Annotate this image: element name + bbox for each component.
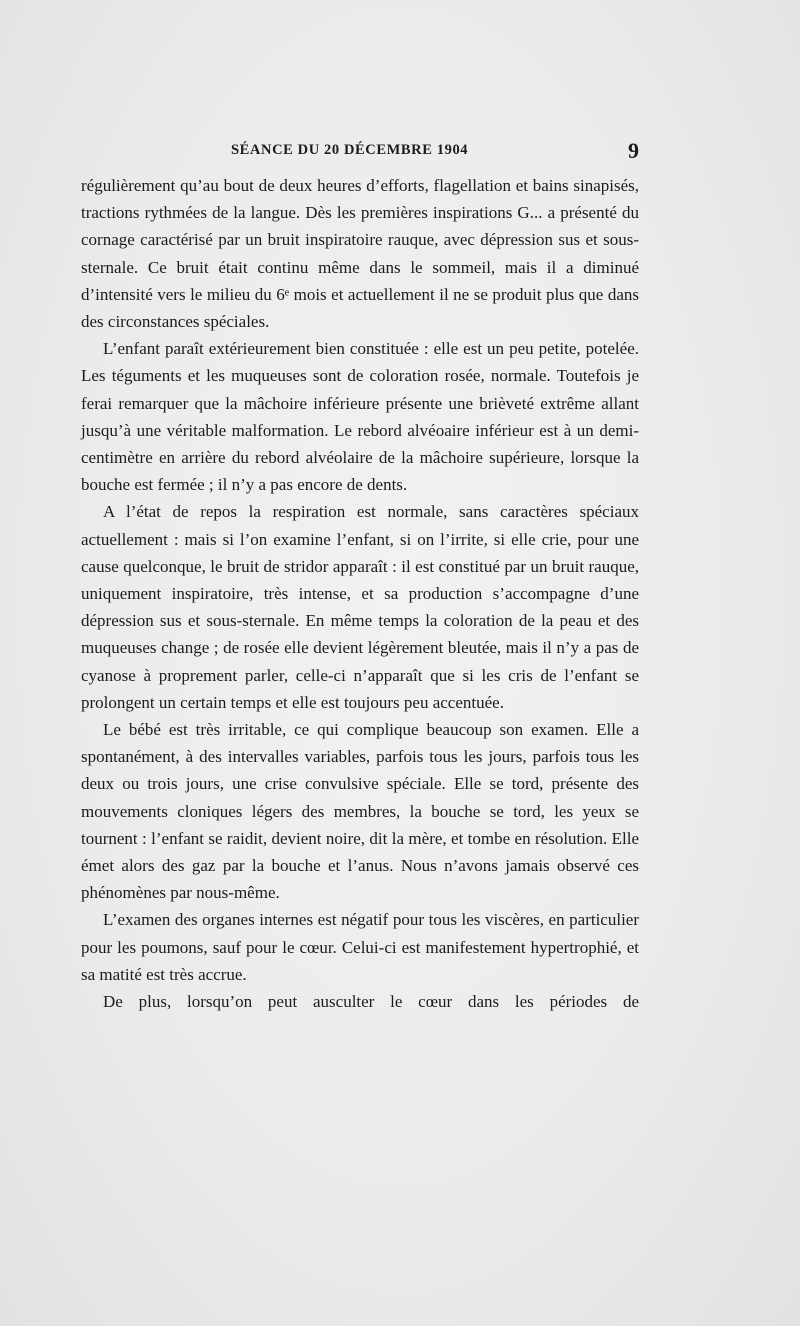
running-title: SÉANCE DU 20 DÉCEMBRE 1904	[231, 142, 469, 158]
page-header	[81, 138, 639, 166]
page-number: 9	[628, 138, 639, 163]
paragraph: régulièrement qu’au bout de deux heures d’efforts, flagellation et bains sinapisés, tractions rythmées de la langue. Dès les premières inspirations G... a présenté du cornage caractérisé par un bruit inspiratoire rauque, avec dépression sus et sous-sternale. Ce bruit était continu même dans le sommeil, mais il a diminué d’intensité vers le milieu du 6ᵉ mois et actuellement il ne se produit plus que dans des circonstances spéciales.	[81, 176, 639, 332]
paragraph: De plus, lorsqu’on peut ausculter le cœur dans les périodes de	[103, 992, 639, 1012]
paragraph: Le bébé est très irritable, ce qui complique beaucoup son examen. Elle a spontanément, à des intervalles variables, parfois tous les jours, parfois tous les deux ou trois jours, une crise convulsive spéciale. Elle se tord, présente des mouvements cloniques légers des membres, la bouche se tord, les yeux se tournent : l’enfant se raidit, devient noire, dit la mère, et tombe en résolution. Elle émet alors des gaz par la bouche et l’anus. Nous n’avons jamais observé ces phénomènes par nous-même.	[81, 720, 639, 903]
paragraph: A l’état de repos la respiration est normale, sans caractères spéciaux actuellement : mais si l’on examine l’enfant, si on l’irrite, si elle crie, pour une cause quelconque, le bruit de stridor apparaît : il est constitué par un bruit rauque, uniquement inspiratoire, très intense, et sa production s’accompagne d’une dépression sus et sous-sternale. En même temps la coloration de la peau et des muqueuses change ; de rosée elle devient légèrement bleutée, mais il n’y a pas de cyanose à proprement parler, celle-ci n’apparaît que si les cris de l’enfant se prolongent un certain temps et elle est toujours peu accentuée.	[81, 502, 639, 712]
paragraph: L’examen des organes internes est négatif pour tous les viscères, en particulier pour les poumons, sauf pour le cœur. Celui-ci est manifestement hypertrophié, et sa matité est très accrue.	[81, 910, 639, 984]
body-text	[81, 172, 639, 1015]
paragraph: L’enfant paraît extérieurement bien constituée : elle est un peu petite, potelée. Les téguments et les muqueuses sont de coloration rosée, normale. Toutefois je ferai remarquer que la mâchoire inférieure présente une brièveté extrême allant jusqu’à une véritable malformation. Le rebord alvéoaire inférieur est à un demi-centimètre en arrière du rebord alvéolaire de la mâchoire supérieure, lorsque la bouche est fermée ; il n’y a pas encore de dents.	[81, 339, 639, 495]
